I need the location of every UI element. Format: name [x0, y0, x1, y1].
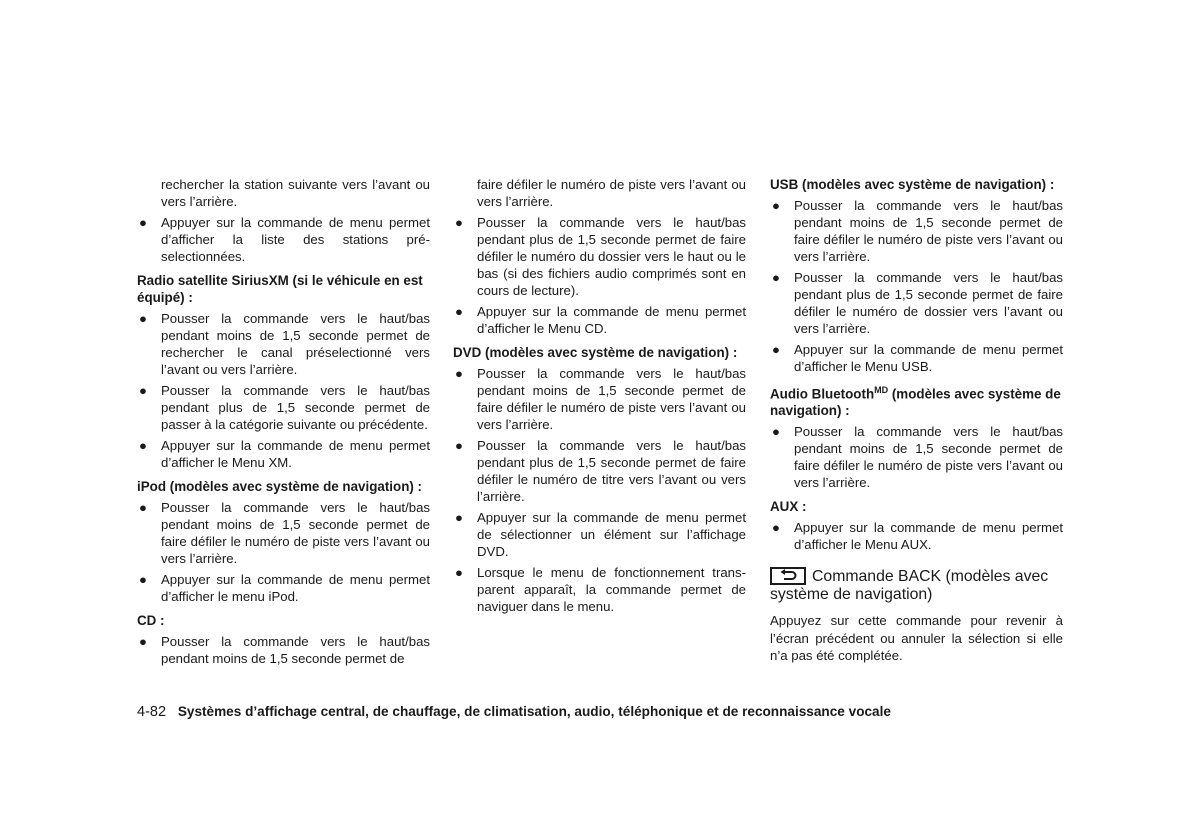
back-arrow-icon [770, 567, 806, 585]
section-heading-usb: USB (modèles avec système de navigation) : [770, 177, 1055, 192]
list-item [770, 519, 1063, 553]
list-item [137, 214, 430, 265]
list-item [453, 437, 746, 505]
bullet-icon: ● [772, 342, 780, 357]
list-item [770, 341, 1063, 375]
list-item-text: Appuyer sur la commande de menu permet d’afficher le menu iPod. [161, 572, 430, 604]
list-item [137, 499, 430, 567]
list-item-text: Appuyer sur la commande de menu permet de sélectionner un élément sur l’affichage DVD. [477, 510, 746, 559]
bullet-icon: ● [139, 438, 147, 453]
bullet-icon: ● [455, 304, 463, 319]
page-number: 4-82 [137, 704, 167, 720]
list-item-text: Appuyer sur la commande de menu permet d’afficher la liste des stations préselectionnées. [161, 215, 430, 264]
list-item [453, 214, 746, 299]
bullet-icon: ● [772, 520, 780, 536]
list-item [453, 303, 746, 337]
list-item-text: Pousser la commande vers le haut/bas pendant plus de 1,5 seconde permet de faire défiler le numéro de dossier vers l’avant ou vers l’arrière. [794, 270, 1063, 336]
continued-text: rechercher la station suivante vers l’avant ou vers l’arrière. [161, 177, 430, 209]
list-item-text: Appuyer sur la commande de menu permet d’afficher le Menu XM. [161, 438, 430, 470]
list-item-text: Appuyer sur la commande de menu permet d’afficher le Menu CD. [477, 304, 746, 336]
bullet-icon: ● [772, 424, 780, 440]
list-item [453, 564, 746, 615]
list-item [453, 509, 746, 560]
list-item [137, 310, 430, 378]
section-heading-bluetooth [770, 382, 1063, 419]
section-heading-cd: CD : [137, 613, 165, 628]
page-footer [137, 703, 891, 721]
list-item-text: Pousser la commande vers le haut/bas pendant moins de 1,5 seconde permet de faire défiler le numéro de piste vers l’avant ou vers l’arrière. [161, 500, 430, 566]
section-heading-ipod: iPod (modèles avec système de navigation) : [137, 479, 423, 494]
list-item [137, 382, 430, 433]
section-heading-dvd: DVD (modèles avec système de navigation) : [453, 345, 738, 360]
list-item-text: Appuyer sur la commande de menu permet d’afficher le Menu USB. [794, 342, 1063, 374]
list-item-text: Pousser la commande vers le haut/bas pendant plus de 1,5 seconde permet de passer à la catégorie suivante ou précédente. [161, 383, 430, 432]
bullet-icon: ● [772, 270, 780, 285]
column-1 [137, 176, 430, 671]
bullet-icon: ● [139, 572, 147, 587]
column-2 [453, 176, 746, 619]
column-3 [770, 176, 1063, 665]
back-command-title [770, 567, 1063, 604]
back-command-title-text: Commande BACK (modèles avec système de navigation) [770, 568, 1049, 604]
section-heading-sirius: Radio satellite SiriusXM (si le véhicule en est équipé) : [137, 273, 423, 305]
bullet-icon: ● [455, 366, 463, 381]
list-item-text: Pousser la commande vers le haut/bas pendant plus de 1,5 seconde permet de faire défiler le numéro du dossier vers le haut ou le bas (si des fichiers audio comprimés sont en cours de lecture). [477, 215, 746, 298]
list-item-text: Pousser la commande vers le haut/bas pendant plus de 1,5 seconde permet de faire défiler le numéro de titre vers l’avant ou vers l’arrière. [477, 438, 746, 504]
list-item [137, 437, 430, 471]
list-item-text: Pousser la commande vers le haut/bas pendant moins de 1,5 seconde permet de faire défiler le numéro de piste vers l’avant ou vers l’arrière. [477, 366, 746, 432]
bullet-icon: ● [139, 215, 147, 230]
bullet-icon: ● [139, 311, 147, 326]
list-item [137, 633, 430, 667]
list-item [770, 197, 1063, 265]
list-item-text: Pousser la commande vers le haut/bas pendant moins de 1,5 seconde permet de faire défiler le numéro de piste vers l’avant ou vers l’arrière. [794, 198, 1063, 264]
list-item [453, 365, 746, 433]
list-item-text: Pousser la commande vers le haut/bas pendant moins de 1,5 seconde permet de faire défiler le numéro de piste vers l’avant ou vers l’arrière. [794, 424, 1063, 491]
heading-text: (modèles avec système de navigation) : [770, 386, 1061, 419]
list-item [770, 269, 1063, 337]
heading-text: Audio Bluetooth [770, 386, 875, 402]
back-command-description: Appuyez sur cette commande pour revenir à l’écran précédent ou annuler la sélection si elle n’a pas été complétée. [770, 613, 1063, 664]
bullet-icon: ● [139, 500, 147, 515]
bullet-icon: ● [139, 383, 147, 398]
bullet-icon: ● [455, 438, 463, 453]
bullet-icon: ● [455, 565, 463, 580]
bullet-icon: ● [455, 215, 463, 230]
list-item-text: Pousser la commande vers le haut/bas pendant moins de 1,5 seconde permet de rechercher le canal préselectionné vers l’avant ou vers l’arrière. [161, 311, 430, 377]
list-item [770, 423, 1063, 491]
list-item-text: Pousser la commande vers le haut/bas pendant moins de 1,5 seconde permet de [161, 634, 430, 666]
list-item-text: Appuyer sur la commande de menu permet d’afficher le Menu AUX. [794, 520, 1063, 553]
bullet-icon: ● [455, 510, 463, 525]
chapter-title: Systèmes d’affichage central, de chauffage, de climatisation, audio, téléphonique et de reconnaissance vocale [177, 704, 891, 719]
bullet-icon: ● [139, 634, 147, 649]
list-item [137, 571, 430, 605]
list-item-text: Lorsque le menu de fonctionnement transparent apparaît, la commande permet de naviguer dans le menu. [477, 565, 746, 614]
section-heading-aux: AUX : [770, 499, 807, 515]
trademark-superscript: MD [874, 385, 889, 395]
continued-text: faire défiler le numéro de piste vers l’avant ou vers l’arrière. [477, 177, 746, 209]
bullet-icon: ● [772, 198, 780, 213]
